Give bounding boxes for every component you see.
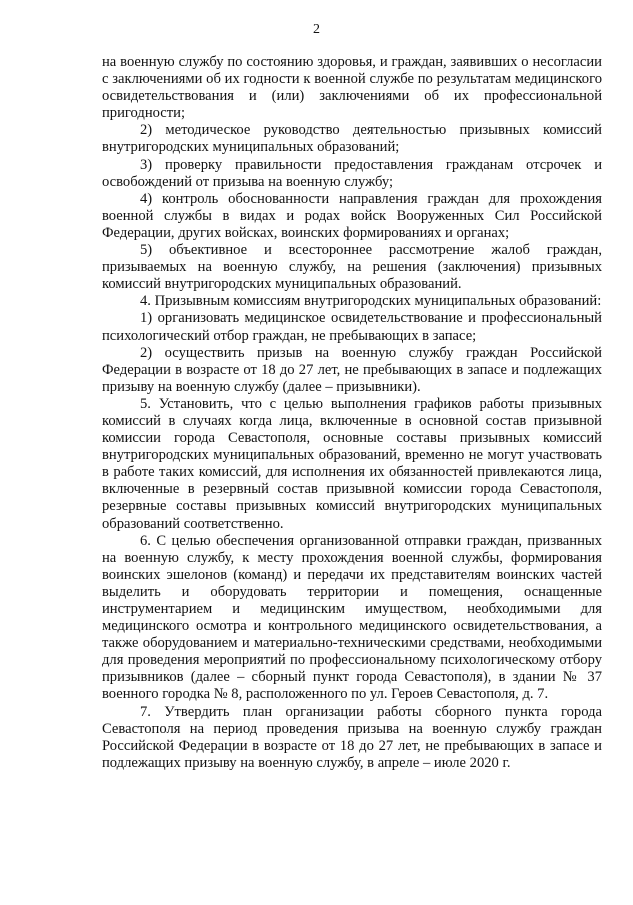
document-body — [102, 54, 602, 772]
paragraph-item-3-5: 5) объективное и всестороннее рассмотрение жалоб граждан, призываемых на военную службу, на решения (заключения) призывных комиссий внутригородских муниципальных образований. — [102, 242, 602, 293]
paragraph-section-7: 7. Утвердить план организации работы сборного пункта города Севастополя на период проведения призыва на военную службу граждан Российской Федерации в возрасте от 18 до 27 лет, не пребывающих в запасе и подлежащих призыву на военную службу, в апреле – июле 2020 г. — [102, 703, 602, 771]
paragraph-item-3-3: 3) проверку правильности предоставления гражданам отсрочек и освобождений от призыва на военную службу; — [102, 156, 602, 190]
paragraph-item-3-4: 4) контроль обоснованности направления граждан для прохождения военной службы в видах и родах войск Вооруженных Сил Российской Федерации, других войсках, воинских формированиях и органах; — [102, 190, 602, 241]
paragraph-section-4: 4. Призывным комиссиям внутригородских муниципальных образований: — [140, 293, 602, 310]
paragraph-continuation: на военную службу по состоянию здоровья, и граждан, заявивших о несогласии с заключениями об их годности к военной службе по результатам медицинского освидетельствования и (или) заключениями об их профессиональной пригодности; — [102, 54, 602, 122]
paragraph-item-4-2: 2) осуществить призыв на военную службу граждан Российской Федерации в возрасте от 18 до 27 лет, не пребывающих в запасе и подлежащих призыву на военную службу (далее – призывники). — [102, 344, 602, 395]
paragraph-section-6: 6. С целью обеспечения организованной отправки граждан, призванных на военную службу, к месту прохождения военной службы, формирования воинских эшелонов (команд) и передачи их представителям воинских частей выделить и оборудовать территории и помещения, оснащенные инструментарием и медицинским имуществом, необходимыми для медицинского осмотра и контрольного медицинского освидетельствования, а также оборудованием и материально-техническими средствами, необходимыми для проведения мероприятий по профессиональному психологическому отбору призывников (далее – сборный пункт города Севастополя), в здании № 37 военного городка № 8, расположенного по ул. Героев Севастополя, д. 7. — [102, 532, 602, 703]
paragraph-item-4-1: 1) организовать медицинское освидетельствование и профессиональный психологический отбор граждан, не пребывающих в запасе; — [102, 310, 602, 344]
paragraph-item-3-2: 2) методическое руководство деятельностью призывных комиссий внутригородских муниципальных образований; — [102, 122, 602, 156]
page-number: 2 — [313, 22, 320, 37]
paragraph-section-5: 5. Установить, что с целью выполнения графиков работы призывных комиссий в случаях когда лица, включенные в основной состав призывной комиссии города Севастополя, основные составы призывных комиссий внутригородских муниципальных образований, временно не могут участвовать в работе таких комиссий, для исполнения их обязанностей привлекаются лица, включенные в резервный состав призывной комиссии города Севастополя, резервные составы призывных комиссий внутригородских муниципальных образований соответственно. — [102, 395, 602, 532]
